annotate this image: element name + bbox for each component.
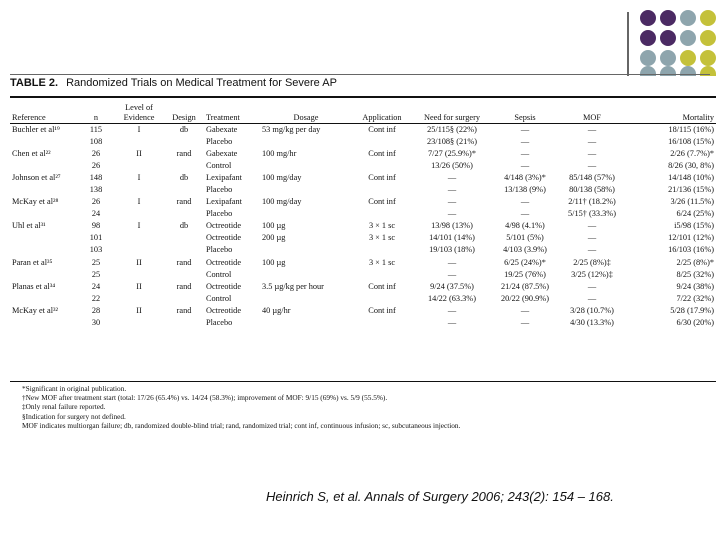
cell-treatment: Lexipafant [206,173,242,183]
cell-mof: 3/25 (12%)‡ [571,269,613,279]
header-reference: Reference [12,113,46,122]
cell-need-for-surgery: 9/24 (37.5%) [430,281,474,291]
cell-mof: — [587,281,597,291]
cell-level: I [137,125,141,135]
cell-reference [10,269,78,281]
cell-application [352,136,412,148]
cell-treatment: Placebo [206,245,233,255]
decor-dot [680,10,696,26]
cell-n: 138 [89,185,103,195]
cell-design: rand [176,197,192,207]
cell-level [114,208,164,220]
cell-sepsis: — [520,149,530,159]
cell-need-for-surgery: — [447,269,457,279]
cell-design [164,293,204,305]
table-header-row [10,98,716,124]
cell-mortality: i5/98 (15%) [674,221,714,231]
table-label: TABLE 2. [10,77,59,89]
cell-reference: Chen et al²² [12,149,51,159]
cell-dosage [260,293,352,305]
cell-level: II [136,257,142,267]
cell-reference: McKay et al³² [12,305,58,315]
decor-dot [640,50,656,66]
cell-need-for-surgery: 14/101 (14%) [429,233,475,243]
cell-level [114,244,164,256]
cell-application: 3 × 1 sc [368,221,396,231]
cell-need-for-surgery: — [447,173,457,183]
cell-sepsis: — [520,137,530,147]
cell-level: I [137,197,141,207]
cell-dosage: 40 µg/hr [262,305,291,315]
cell-dosage: 100 mg/hr [262,149,297,159]
table-row [10,160,716,172]
cell-need-for-surgery: — [447,197,457,207]
decor-dot [680,30,696,46]
cell-mof: — [587,221,597,231]
cell-reference: McKay et al²⁸ [12,197,59,207]
cell-application [352,160,412,172]
cell-mof: — [587,233,597,243]
cell-n: 101 [89,233,103,243]
cell-application: 3 × 1 sc [368,233,396,243]
cell-level: II [136,149,142,159]
cell-sepsis: 4/148 (3%)* [504,173,546,183]
cell-application: Cont inf [368,305,396,315]
table-row [10,184,716,196]
cell-reference [10,160,78,172]
cell-need-for-surgery: 13/26 (50%) [431,161,473,171]
cell-reference: Planas et al³⁴ [12,281,56,291]
cell-treatment: Placebo [206,137,233,147]
cell-application: Cont inf [368,125,396,135]
cell-design: db [179,173,189,183]
cell-mof: 4/30 (13.3%) [570,317,614,327]
cell-sepsis: 4/98 (4.1%) [505,221,545,231]
cell-level [114,184,164,196]
cell-application [352,317,412,329]
decor-horizontal-line [10,74,710,75]
header-need-for-surgery: Need for surgery [423,113,481,122]
cell-mortality: 7/22 (32%) [676,293,714,303]
table-row [10,257,716,269]
cell-application: Cont inf [368,197,396,207]
cell-dosage: 100 mg/day [262,173,302,183]
cell-n: 25 [91,257,101,267]
footnote: †New MOF after treatment start (total: 17/26 (65.4%) vs. 14/24 (58.3%); improvement of MOF: 9/15 (69%) vs. 5/9 (55.5%). [22,393,388,403]
cell-application [352,208,412,220]
cell-dosage [260,317,352,329]
table-body [10,124,716,329]
decor-dot [660,30,676,46]
cell-dosage [260,136,352,148]
cell-level: I [137,221,141,231]
cell-mortality: 5/28 (17.9%) [670,305,714,315]
cell-reference: Buchler et al¹⁹ [12,125,60,135]
decor-dot [680,50,696,66]
cell-sepsis: — [520,209,530,219]
cell-sepsis: — [520,317,530,327]
cell-mortality: 14/148 (10%) [668,173,714,183]
cell-mof: — [587,137,597,147]
cell-treatment: Placebo [206,317,233,327]
cell-mortality: 8/26 (30, 8%) [668,161,714,171]
table-row [10,305,716,317]
cell-n: 115 [89,125,103,135]
decor-dot [640,10,656,26]
cell-design: rand [176,281,192,291]
cell-dosage: 53 mg/kg per day [262,125,321,135]
cell-mof: — [587,245,597,255]
cell-mortality: 2/26 (7.7%)* [670,149,714,159]
cell-design: rand [176,257,192,267]
cell-design [164,160,204,172]
cell-dosage: 100 µg [262,221,286,231]
cell-treatment: Octreotide [206,281,242,291]
cell-dosage: 100 µg [262,257,286,267]
cell-level: I [137,173,141,183]
table-row [10,220,716,232]
cell-n: 22 [91,293,101,303]
cell-n: 108 [89,137,103,147]
cell-mortality: 6/30 (20%) [676,317,714,327]
cell-mof: — [587,293,597,303]
cell-sepsis: 5/101 (5%) [506,233,544,243]
cell-n: 148 [89,173,103,183]
cell-need-for-surgery: 19/103 (18%) [429,245,475,255]
cell-n: 28 [91,305,101,315]
cell-level [114,136,164,148]
cell-n: 24 [91,281,101,291]
decor-dot [660,10,676,26]
cell-reference [10,244,78,256]
footnote: §Indication for surgery not defined. [22,411,126,421]
cell-n: 25 [91,269,101,279]
header-application: Application [362,113,402,122]
decor-vertical-line [627,12,629,76]
citation: Heinrich S, et al. Annals of Surgery 2006; 243(2): 154 – 168. [266,489,614,504]
table-row [10,232,716,244]
cell-mof: 2/11† (18.2%) [568,197,616,207]
cell-need-for-surgery: — [447,209,457,219]
cell-treatment: Octreotide [206,257,242,267]
cell-application: Cont inf [368,173,396,183]
cell-n: 98 [91,221,101,231]
cell-treatment: Control [206,293,232,303]
footnote: MOF indicates multiorgan failure; db, randomized double-blind trial; rand, randomized trial; cont inf, continuous infusion; sc, subcutaneous injection. [22,420,461,430]
cell-mof: 80/138 (58%) [569,185,615,195]
cell-sepsis: — [520,197,530,207]
header-design: Design [172,113,196,122]
cell-sepsis: 13/138 (9%) [504,185,546,195]
cell-application [352,269,412,281]
cell-design [164,208,204,220]
cell-mortality: 21/136 (15%) [668,185,714,195]
table-row [10,269,716,281]
cell-design: rand [176,149,192,159]
cell-reference [10,184,78,196]
cell-dosage [260,244,352,256]
cell-treatment: Gabexate [206,149,238,159]
cell-dosage: 100 mg/day [262,197,302,207]
cell-application [352,244,412,256]
cell-level [114,232,164,244]
table-row [10,208,716,220]
cell-application: Cont inf [368,149,396,159]
cell-n: 26 [91,149,101,159]
cell-sepsis: — [520,161,530,171]
cell-sepsis: — [520,125,530,135]
cell-dosage: 3.5 µg/kg per hour [262,281,324,291]
cell-level: II [136,281,142,291]
cell-mortality: 3/26 (11.5%) [670,197,714,207]
table-row [10,244,716,256]
cell-application [352,293,412,305]
cell-design: db [179,125,189,135]
cell-sepsis: 20/22 (90.9%) [501,293,549,303]
cell-mortality: 9/24 (38%) [676,281,714,291]
cell-treatment: Gabexate [206,125,238,135]
cell-need-for-surgery: 13/98 (13%) [431,221,473,231]
cell-level: II [136,305,142,315]
cell-treatment: Octreotide [206,305,242,315]
cell-need-for-surgery: — [447,317,457,327]
cell-application: 3 × 1 sc [368,257,396,267]
trials-table [10,98,716,329]
header-n: n [93,113,99,122]
cell-level [114,269,164,281]
table-row [10,172,716,184]
cell-n: 26 [91,197,101,207]
cell-reference: Paran et al³⁵ [12,257,53,267]
cell-need-for-surgery: — [447,185,457,195]
cell-dosage: 200 µg [262,233,286,243]
cell-design: db [179,221,189,231]
cell-reference [10,208,78,220]
decor-dot [640,30,656,46]
footnote: *Significant in original publication. [22,384,127,393]
cell-mof: 3/28 (10.7%) [570,305,614,315]
cell-reference [10,232,78,244]
cell-dosage [260,184,352,196]
header-level-of-evidence: Level of Evidence [123,103,155,122]
cell-sepsis: 4/103 (3.9%) [503,245,547,255]
cell-reference: Uhl et al³¹ [12,221,46,231]
cell-need-for-surgery: 7/27 (25.9%)* [428,149,476,159]
cell-reference: Johnson et al²⁷ [12,173,61,183]
cell-mof: 2/25 (8%)‡ [573,257,611,267]
cell-n: 103 [89,245,103,255]
cell-sepsis: 21/24 (87.5%) [501,281,549,291]
cell-mof: — [587,149,597,159]
cell-need-for-surgery: — [447,305,457,315]
cell-mof: — [587,125,597,135]
cell-level [114,317,164,329]
cell-sepsis: 19/25 (76%) [504,269,546,279]
cell-mortality: 18/115 (16%) [668,125,714,135]
table-row [10,317,716,329]
cell-mortality: 6/24 (25%) [676,209,714,219]
cell-reference [10,317,78,329]
header-dosage: Dosage [293,113,319,122]
cell-sepsis: 6/25 (24%)* [504,257,546,267]
table-title [10,77,337,89]
cell-mortality: 16/108 (15%) [668,137,714,147]
cell-mortality: 2/25 (8%)* [676,257,714,267]
header-sepsis: Sepsis [514,113,536,122]
cell-n: 26 [91,161,101,171]
cell-treatment: Placebo [206,209,233,219]
cell-need-for-surgery: 23/108§ (21%) [426,137,477,147]
cell-design [164,244,204,256]
cell-mortality: 8/25 (32%) [676,269,714,279]
header-mof: MOF [583,113,601,122]
table-caption: Randomized Trials on Medical Treatment for Severe AP [66,77,337,89]
cell-design [164,184,204,196]
table-row [10,293,716,305]
cell-mof: — [587,161,597,171]
footnote: ‡Only renal failure reported. [22,402,106,412]
header-treatment: Treatment [206,113,240,122]
cell-design [164,136,204,148]
table-bottom-rule [10,381,716,382]
decor-dot [700,30,716,46]
cell-treatment: Octreotide [206,233,242,243]
decor-dot [700,50,716,66]
cell-level [114,160,164,172]
cell-design [164,317,204,329]
cell-design [164,269,204,281]
table-row [10,281,716,293]
cell-mortality: 16/103 (16%) [668,245,714,255]
cell-level [114,293,164,305]
decor-dot [660,50,676,66]
footnotes [22,384,460,430]
cell-dosage [260,160,352,172]
cell-treatment: Octreotide [206,221,242,231]
cell-need-for-surgery: 14/22 (63.3%) [428,293,476,303]
cell-dosage [260,269,352,281]
cell-n: 24 [91,209,101,219]
cell-treatment: Control [206,269,232,279]
cell-treatment: Lexipafant [206,197,242,207]
cell-mof: 5/15† (33.3%) [568,209,616,219]
cell-reference [10,293,78,305]
table-row [10,148,716,160]
header-mortality: Mortality [682,113,714,122]
cell-design [164,232,204,244]
cell-dosage [260,208,352,220]
cell-treatment: Placebo [206,185,233,195]
table-row [10,124,716,137]
table-row [10,196,716,208]
cell-application [352,184,412,196]
cell-application: Cont inf [368,281,396,291]
cell-reference [10,136,78,148]
decor-dot [700,10,716,26]
cell-design: rand [176,305,192,315]
decorative-dot-grid [0,0,720,80]
cell-n: 30 [91,317,101,327]
cell-need-for-surgery: — [447,257,457,267]
cell-need-for-surgery: 25/115§ (22%) [427,125,477,135]
cell-treatment: Control [206,161,232,171]
cell-sepsis: — [520,305,530,315]
table-row [10,136,716,148]
cell-mof: 85/148 (57%) [569,173,615,183]
cell-mortality: 12/101 (12%) [668,233,714,243]
